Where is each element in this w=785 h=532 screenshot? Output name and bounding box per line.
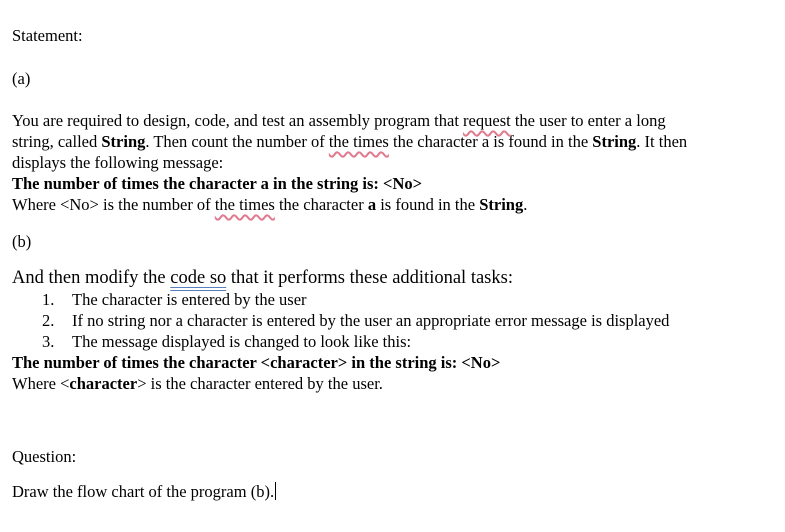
part-a-paragraph-line-1: You are required to design, code, and test an assembly program that request the user to enter a long [12,111,666,130]
part-a-paragraph-line-3: displays the following message: [12,153,224,172]
part-b-intro: And then modify the code so that it performs these additional tasks: [12,268,513,288]
question-heading: Question: [12,447,77,466]
part-a-message: The number of times the character a in the string is: <No> [12,174,423,193]
part-a-paragraph-line-2: string, called String. Then count the number of the times the character a is found in the String. It then [12,132,688,151]
part-a-where-line: Where <No> is the number of the times the character a is found in the String. [12,195,528,214]
statement-heading: Statement: [12,26,83,45]
spelling-flag[interactable]: request [463,111,511,130]
part-b-where-line: Where <character> is the character entered by the user. [12,374,383,393]
task-item: 3. The message displayed is changed to look like this: [42,332,412,351]
grammar-flag[interactable]: the times [214,195,275,214]
task-item: 1. The character is entered by the user [42,290,307,309]
part-a-label: (a) [12,69,31,88]
text-cursor [275,482,276,500]
grammar-flag[interactable]: the times [328,132,389,151]
question-text[interactable]: Draw the flow chart of the program (b). [12,482,275,501]
grammar-flag[interactable]: code so [170,268,227,288]
part-b-label: (b) [12,232,32,251]
task-item: 2. If no string nor a character is entered by the user an appropriate error message is displayed [42,311,670,330]
part-b-message: The number of times the character <character> in the string is: <No> [12,353,501,372]
